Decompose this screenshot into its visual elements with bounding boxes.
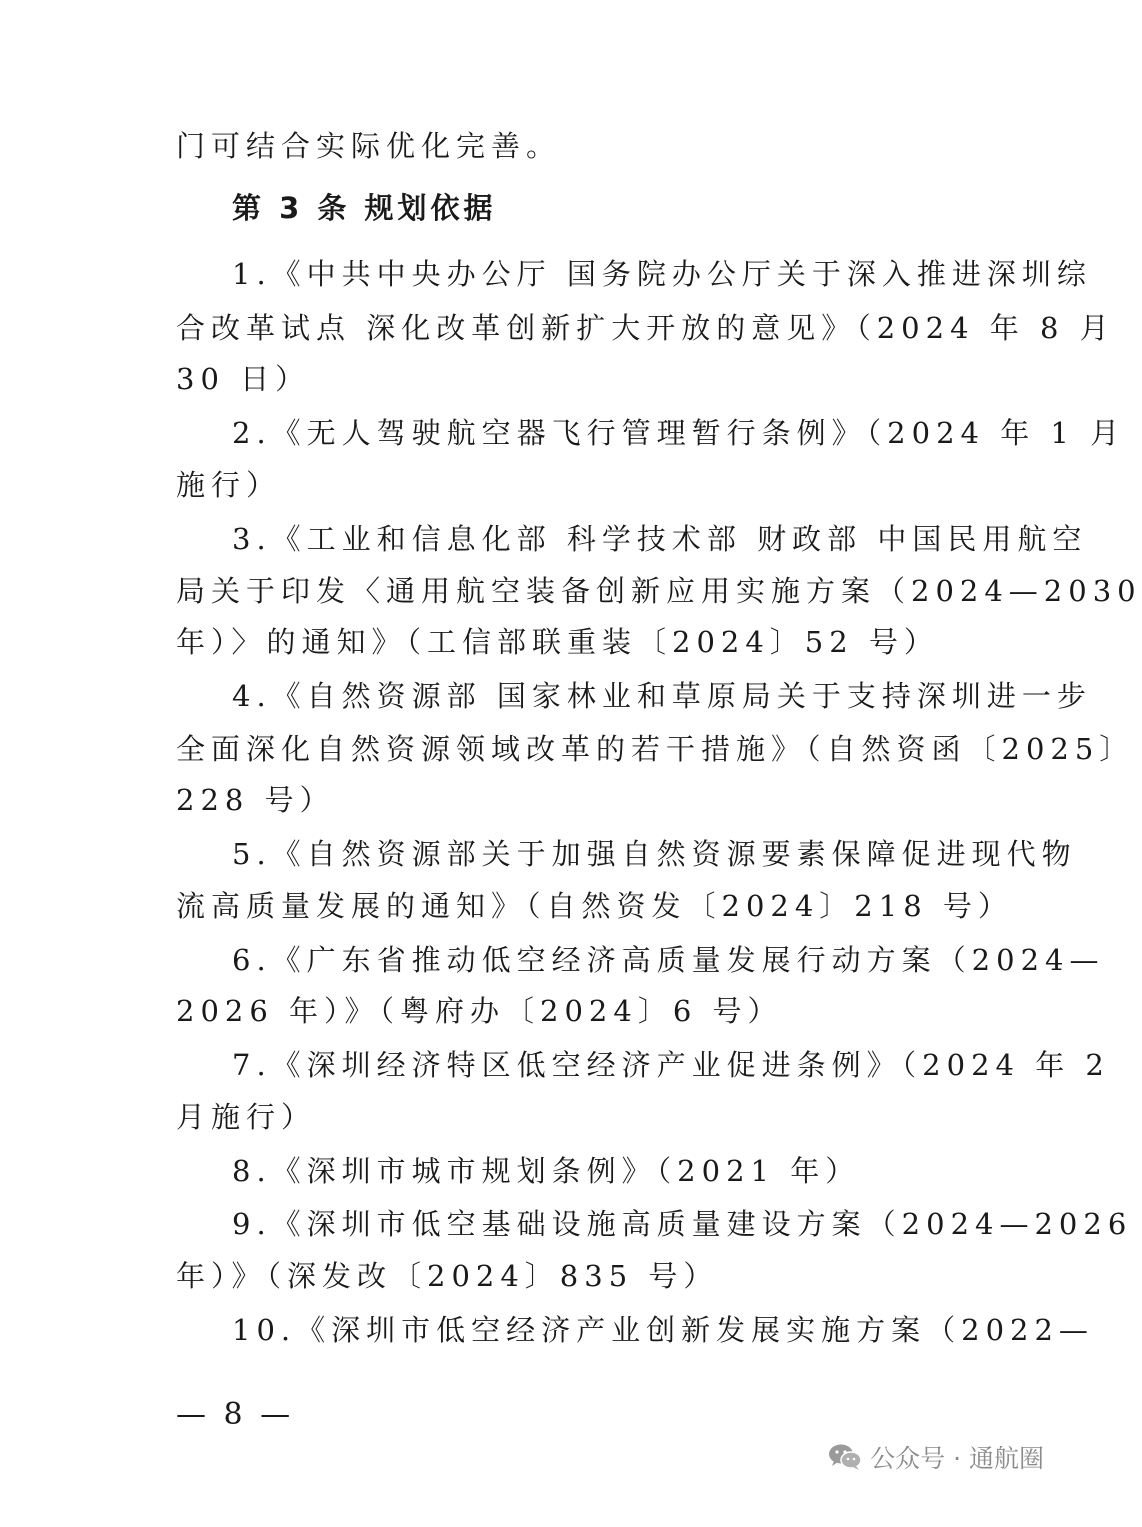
text-line: 5.《自然资源部关于加强自然资源要素保障促进现代物 xyxy=(232,837,1077,871)
text-line: 6.《广东省推动低空经济高质量发展行动方案（2024— xyxy=(232,943,1105,977)
text-line: 10.《深圳市低空经济产业创新发展实施方案（2022— xyxy=(232,1313,1094,1347)
text-line: 8.《深圳市城市规划条例》（2021 年） xyxy=(232,1154,861,1188)
watermark xyxy=(828,1437,1044,1477)
watermark-text: 公众号 · 通航圈 xyxy=(870,1444,1044,1473)
wechat-icon xyxy=(828,1443,862,1471)
text-line: 228 号） xyxy=(176,783,335,817)
text-line: 3.《工业和信息化部 科学技术部 财政部 中国民用航空 xyxy=(232,522,1088,556)
text-line: 30 日） xyxy=(176,362,311,396)
text-line: 2.《无人驾驶航空器飞行管理暂行条例》（2024 年 1 月 xyxy=(232,416,1126,450)
text-line: 合改革试点 深化改革创新扩大开放的意见》（2024 年 8 月 xyxy=(176,311,1115,345)
text-line: 2026 年）》（粤府办〔2024〕6 号） xyxy=(176,994,783,1028)
text-line: 局关于印发〈通用航空装备创新应用实施方案（2024—2030 xyxy=(176,574,1142,608)
text-line: 4.《自然资源部 国家林业和草原局关于支持深圳进一步 xyxy=(232,679,1092,713)
section-heading: 第 3 条 规划依据 xyxy=(232,191,497,225)
text-line: 施行） xyxy=(176,468,282,502)
text-line: 门可结合实际优化完善。 xyxy=(176,129,562,163)
text-line: 年）》（深发改〔2024〕835 号） xyxy=(176,1259,719,1293)
text-line: 9.《深圳市低空基础设施高质量建设方案（2024—2026 xyxy=(232,1207,1133,1241)
text-line: 全面深化自然资源领域改革的若干措施》（自然资函〔2025〕 xyxy=(176,732,1135,766)
text-line: 月施行） xyxy=(176,1100,317,1134)
text-line: 7.《深圳经济特区低空经济产业促进条例》（2024 年 2 xyxy=(232,1048,1110,1082)
text-line: 流高质量发展的通知》（自然资发〔2024〕218 号） xyxy=(176,889,1013,923)
text-line: 年）〉的通知》（工信部联重装〔2024〕52 号） xyxy=(176,625,939,659)
text-line: 1.《中共中央办公厅 国务院办公厅关于深入推进深圳综 xyxy=(232,257,1092,291)
page-number: — 8 — xyxy=(176,1397,295,1432)
